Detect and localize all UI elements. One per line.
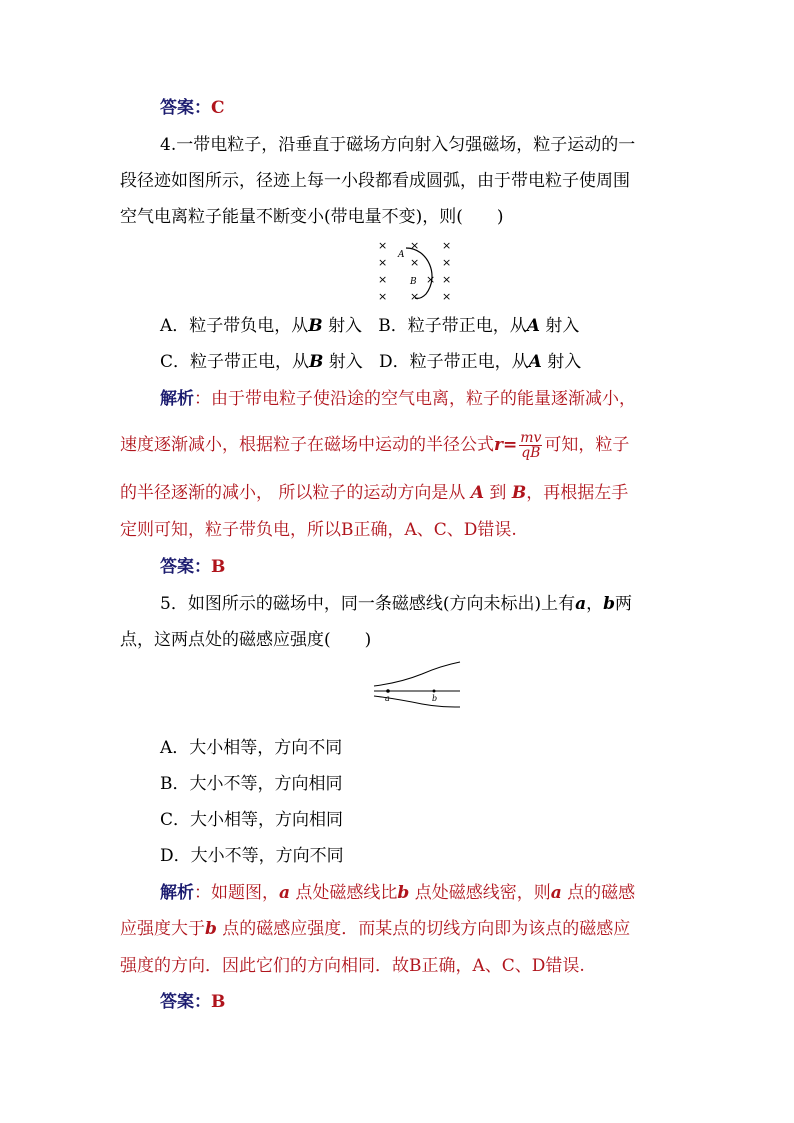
q4-stem-line-2: 段径迹如图所示，径迹上每一小段都看成圆弧，由于带电粒子使周围 [120, 171, 630, 191]
field-cross: × [378, 239, 388, 252]
field-cross: × [410, 239, 420, 252]
q5-stem-line-1: 5．如图所示的磁场中，同一条磁感线(方向未标出)上有a，b两 [160, 594, 632, 614]
field-cross: × [442, 239, 452, 252]
q4-analysis-line-2: 速度逐渐减小，根据粒子在磁场中运动的半径公式r= $\frac{mv}{qB}$ 可知，粒子 [120, 430, 630, 461]
point-b-dot [433, 690, 436, 693]
q5-option-b: B．大小不等，方向相同 [160, 774, 343, 794]
q5-analysis-line-1: 解析：如题图，a 点处磁感线比b 点处磁感线密，则a 点的磁感 [160, 883, 636, 903]
q3-answer [160, 97, 225, 119]
q4-stem-line-3: 空气电离粒子能量不断变小(带电量不变)，则( ) [120, 207, 504, 227]
q5-stem-line-2: 点，这两点处的磁感应强度( ) [120, 630, 372, 650]
q4-analysis-line-1: 解析：由于带电粒子使沿途的空气电离，粒子的能量逐渐减小， [160, 389, 636, 409]
field-cross: × [442, 273, 452, 286]
field-cross: × [378, 256, 388, 269]
point-a-dot [386, 689, 390, 693]
q5-option-d: D．大小不等，方向不同 [160, 846, 344, 866]
field-cross: × [442, 256, 452, 269]
q4-analysis-line-4: 定则可知，粒子带负电，所以B正确，A、C、D错误. [120, 520, 517, 540]
field-cross: × [442, 290, 452, 303]
field-cross: × [378, 273, 388, 286]
q4-options-row-2: C．粒子带正电，从B 射入 D．粒子带正电，从A 射入 [160, 352, 582, 372]
field-cross: × [410, 290, 420, 303]
point-b-label: B [410, 277, 417, 287]
field-cross: × [378, 290, 388, 303]
field-cross: × [410, 256, 420, 269]
q5-analysis-line-3: 强度的方向．因此它们的方向相同．故B正确，A、C、D错误. [120, 956, 585, 976]
field-line-upper [374, 662, 460, 686]
q4-stem-line-1: 4.一带电粒子，沿垂直于磁场方向射入匀强磁场，粒子运动的一 [160, 135, 636, 155]
q5-answer: 答案：B [160, 992, 226, 1012]
q5-field-lines-figure [372, 660, 462, 708]
answer-value: C [211, 98, 225, 118]
q5-option-c: C．大小相等，方向相同 [160, 810, 344, 830]
point-a-label: A [398, 250, 405, 260]
answer-label: 答案： [160, 98, 211, 118]
q5-analysis-line-2: 应强度大于b 点的磁感应强度．而某点的切线方向即为该点的磁感应 [120, 919, 631, 939]
q4-answer: 答案：B [160, 557, 226, 577]
radius-formula-fraction: $\frac{mv}{qB}$ [520, 430, 542, 461]
field-cross: × [426, 273, 436, 286]
q4-options-row-1: A．粒子带负电，从B 射入 B．粒子带正电，从A 射入 [160, 316, 580, 336]
q4-analysis-line-3: 的半径逐渐的减小， 所以粒子的运动方向是从 A 到 B，再根据左手 [120, 483, 629, 503]
point-b-label: b [432, 694, 438, 703]
q4-magnetic-field-figure [370, 236, 460, 304]
q5-option-a: A．大小相等，方向不同 [160, 738, 343, 758]
point-a-label: a [385, 694, 390, 703]
